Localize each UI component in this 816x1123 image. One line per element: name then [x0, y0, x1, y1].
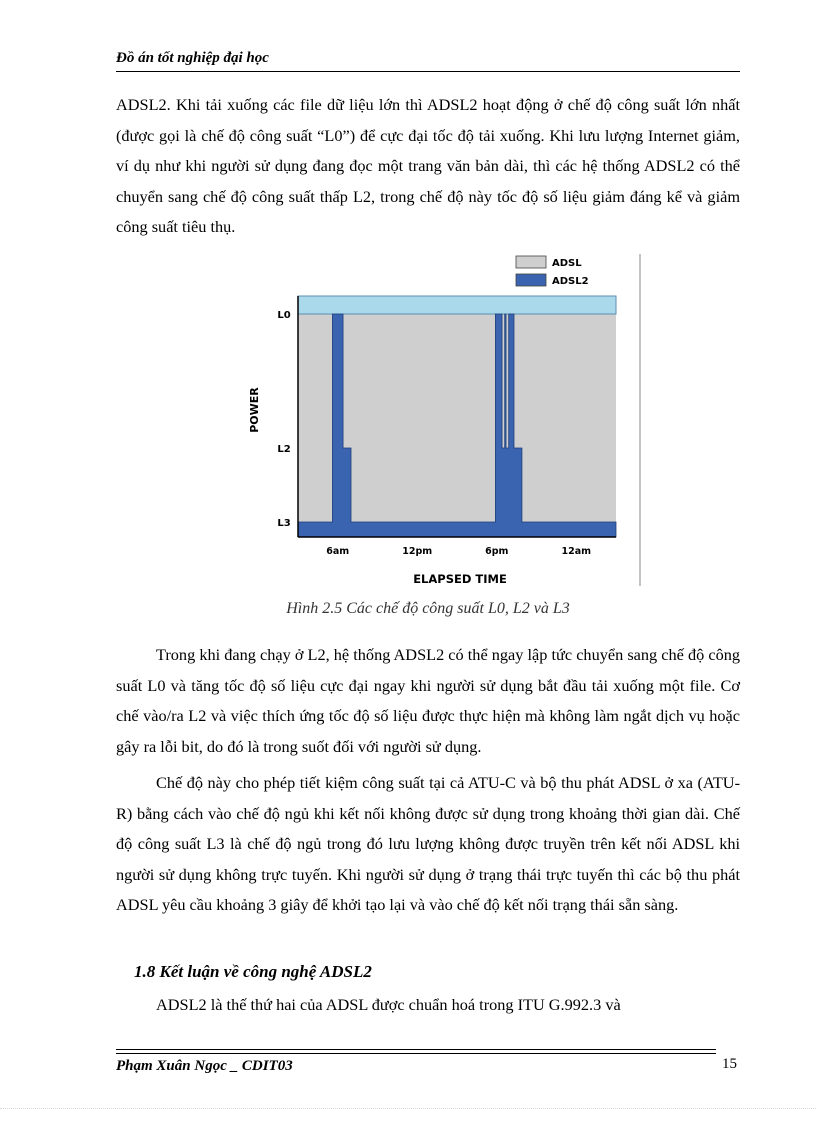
power-modes-figure	[248, 252, 644, 588]
x-tick-label: 6pm	[485, 546, 509, 557]
paragraph-1: ADSL2. Khi tải xuống các file dữ liệu lớn thì ADSL2 hoạt động ở chế độ công suất lớn nhất (được gọi là chế độ công suất “L0”) để cực đại tốc độ tải xuống. Khi lưu lượng Internet giảm, ví dụ như khi người sử dụng đang đọc một trang văn bản dài, thì các hệ thống ADSL2 có thể chuyển sang chế độ công suất thấp L2, trong chế độ này tốc độ số liệu giảm đáng kể và giảm công suất tiêu thụ.	[116, 95, 740, 236]
y-tick-label: L0	[277, 310, 291, 321]
y-tick-label: L3	[277, 518, 291, 529]
legend-swatch	[516, 256, 546, 268]
paragraph-4: ADSL2 là thế thứ hai của ADSL được chuẩn hoá trong ITU G.992.3 và	[156, 995, 621, 1014]
header-rule	[116, 71, 740, 72]
figure-caption: Hình 2.5 Các chế độ công suất L0, L2 và L3	[286, 600, 570, 617]
power-modes-chart	[248, 252, 644, 588]
page-edge-dots	[0, 1108, 816, 1109]
x-tick-label: 6am	[326, 546, 350, 557]
x-tick-label: 12pm	[402, 546, 433, 557]
page-number: 15	[722, 1056, 737, 1072]
footer-rule	[116, 1053, 716, 1054]
legend-label: ADSL	[552, 258, 582, 269]
legend-swatch	[516, 274, 546, 286]
y-axis-label: POWER	[248, 387, 261, 433]
x-axis-label: ELAPSED TIME	[413, 572, 507, 586]
y-tick-label: L2	[277, 444, 291, 455]
footer-author: Phạm Xuân Ngọc _ CDIT03	[116, 1058, 293, 1074]
header-title: Đồ án tốt nghiệp đại học	[116, 50, 269, 66]
paragraph-3: Chế độ này cho phép tiết kiệm công suất tại cả ATU-C và bộ thu phát ADSL ở xa (ATU-R) bằng cách vào chế độ ngủ khi kết nối không được sử dụng trong khoảng thời gian dài. Chế độ công suất L3 là chế độ ngủ trong đó lưu lượng không được truyền trên kết nối ADSL khi người sử dụng không trực tuyến. Khi người sử dụng ở trạng thái trực tuyến thì các bộ thu phát ADSL yêu cầu khoảng 3 giây để khởi tạo lại và vào chế độ kết nối trạng thái sẵn sàng.	[116, 773, 740, 914]
legend-label: ADSL2	[552, 276, 589, 287]
l0-band	[298, 296, 616, 314]
paragraph-2: Trong khi đang chạy ở L2, hệ thống ADSL2 có thể ngay lập tức chuyển sang chế độ công suất L0 và tăng tốc độ số liệu cực đại ngay khi người sử dụng bắt đầu tải xuống một file. Cơ chế vào/ra L2 và việc thích ứng tốc độ số liệu được thực hiện mà không làm ngắt dịch vụ hoặc gây ra lỗi bit, do đó là trong suốt đối với người sử dụng.	[116, 645, 740, 756]
section-heading: 1.8 Kết luận về công nghệ ADSL2	[134, 962, 372, 981]
footer-rule	[116, 1049, 716, 1050]
x-tick-label: 12am	[561, 546, 592, 557]
